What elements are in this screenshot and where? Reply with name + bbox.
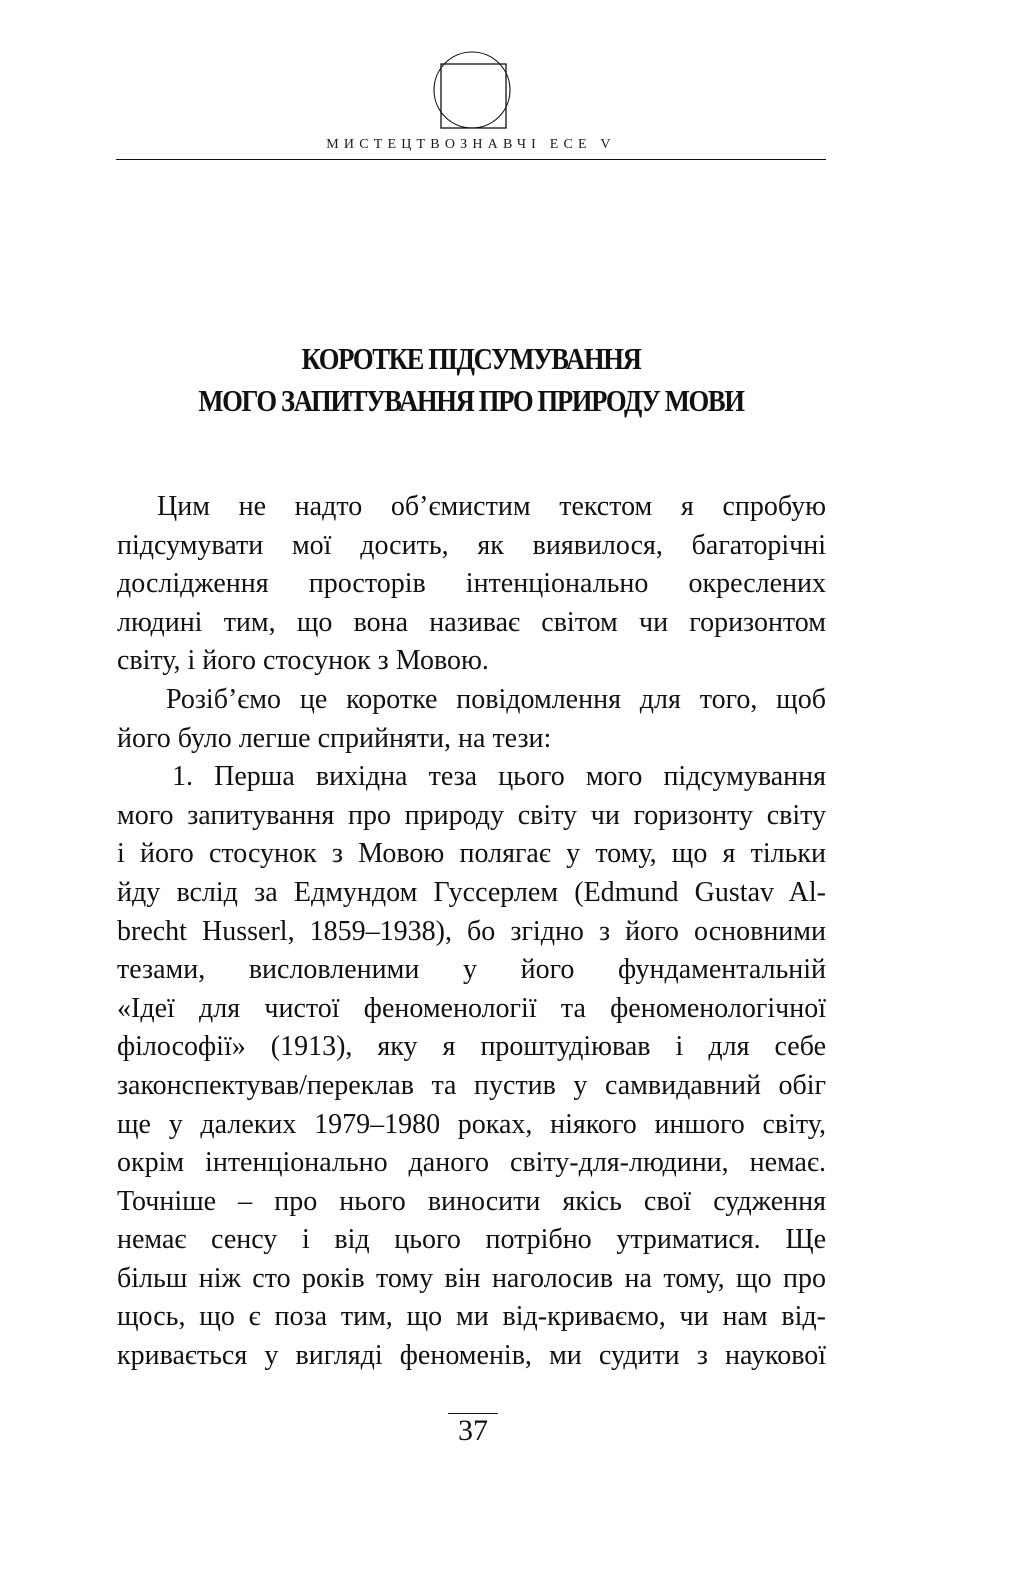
text-line: світу, і його стосунок з Мовою.	[117, 645, 489, 677]
text-line: щось, що є поза тим, що ми від-криваємо, чи нам від-	[117, 1301, 826, 1333]
paragraph-2	[117, 681, 826, 758]
body-text	[117, 488, 826, 1376]
chapter-title-line-1: КОРОТКЕ ПІДСУМУВАННЯ	[301, 341, 641, 376]
text-line: «Ідеї для чистої феноменології та феноменологічної	[117, 992, 826, 1024]
text-line: мого запитування про природу світу чи горизонту світу	[117, 799, 826, 831]
text-line: немає сенсу і від цього потрібно утриматися. Ще	[117, 1224, 826, 1256]
text-line: філософії» (1913), яку я проштудіював і для себе	[117, 1031, 826, 1063]
text-line: Точніше – про нього виносити якісь свої судження	[117, 1185, 826, 1217]
text-line: людині тим, що вона називає світом чи горизонтом	[117, 606, 826, 638]
text-line: Розіб’ємо це коротке повідомлення для того, щоб	[166, 683, 826, 715]
header-divider	[116, 159, 826, 160]
text-line: окрім інтенціонально даного світу-для-людини, немає.	[117, 1147, 826, 1179]
text-line: його було легше сприйняти, на тези:	[117, 722, 552, 754]
text-line: тезами, висловленими у його фундаментальній	[117, 954, 826, 986]
text-line: йду вслід за Едмундом Гуссерлем (Edmund Gustav Al-	[117, 876, 826, 908]
text-line: кривається у вигляді феноменів, ми судити з наукової	[117, 1340, 826, 1372]
paragraph-3-thesis-1	[117, 758, 826, 1376]
text-line: підсумувати мої досить, як виявилося, багаторічні	[117, 529, 826, 561]
text-line: і його стосунок з Мовою полягає у тому, що я тільки	[117, 838, 826, 870]
text-line: Цим не надто об’ємистим текстом я спробую	[157, 491, 826, 522]
circle-square-emblem-icon	[431, 50, 515, 134]
paragraph-1	[117, 488, 826, 681]
page-number: 37	[448, 1413, 498, 1448]
text-line: дослідження просторів інтенціонально окреслених	[117, 568, 826, 600]
text-line: brecht Husserl, 1859–1938), бо згідно з його основними	[117, 915, 826, 947]
text-line: законспектував/переклав та пустив у самвидавний обіг	[117, 1069, 826, 1101]
chapter-title	[166, 338, 777, 422]
chapter-title-line-2: МОГО ЗАПИТУВАННЯ ПРО ПРИРОДУ МОВИ	[198, 383, 744, 418]
text-line: більш ніж сто років тому він наголосив на тому, що про	[117, 1262, 826, 1294]
running-head-title: МИСТЕЦТВОЗНАВЧІ ЕСЕ V	[326, 137, 616, 152]
text-line: ще у далеких 1979–1980 роках, ніякого иншого світу,	[117, 1108, 826, 1140]
text-line: 1. Перша вихідна теза цього мого підсумування	[172, 761, 826, 793]
